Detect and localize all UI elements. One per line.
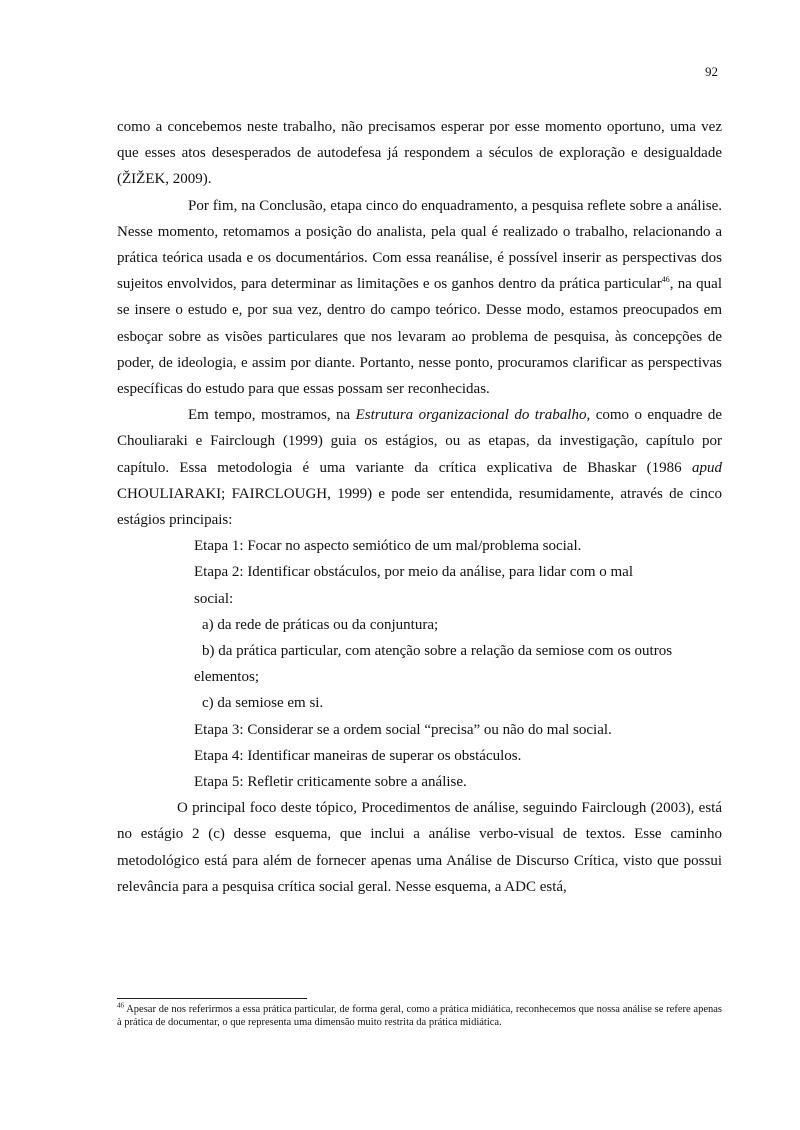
step-2-item-a: a) da rede de práticas ou da conjuntura; [202,616,439,633]
paragraph-4: O principal foco deste tópico, Procedimentos de análise, seguindo Fairclough (2003), está no estágio 2 (c) desse esquema, que inclui a análise verbo-visual de textos. Esse caminho metodológico está para além de fornecer apenas uma Análise de Discurso Crítica, visto que possui relevância para a pesquisa crítica social geral. Nesse esquema, a ADC está, [117,800,722,895]
step-1: Etapa 1: Focar no aspecto semiótico de um mal/problema social. [194,538,582,555]
paragraph-3-text-b: como o enquadre de Chouliaraki e Fairclough (1999) guia os estágios, ou as etapas, da investigação, capítulo por capítulo. Essa metodologia é uma variante da crítica explicativa de Bhaskar (1986 [117,407,723,476]
paragraph-3 [117,402,722,533]
step-2-item-b-line-1: b) da prática particular, com atenção sobre a relação da semiose com os outros [202,643,673,660]
paragraph-2 [117,193,722,403]
steps-list [194,533,722,795]
paragraph-2-text-b: , na qual se insere o estudo e, por sua vez, dentro do campo teórico. Desse modo, estamos preocupados em esboçar sobre as visões particulares que nos levaram ao problema de pesquisa, às concepções de poder, de ideologia, e assim por diante. Portanto, nesse ponto, procuramos clarificar as perspectivas específicas do estudo para que essas possam ser reconhecidas. [117,276,722,398]
footnote-number: 46 [117,1001,124,1010]
paragraph-2-text-a: Por fim, na Conclusão, etapa cinco do enquadramento, a pesquisa reflete sobre a análise. Nesse momento, retomamos a posição do analista, pela qual é realizado o trabalho, relacionando a prática teórica usada e os documentários. Com essa reanálise, é possível inserir as perspectivas dos sujeitos envolvidos, para determinar as limitações e os ganhos dentro da prática particular [117,197,722,293]
footnote-separator [117,998,307,999]
step-2-line-1: Etapa 2: Identificar obstáculos, por meio da análise, para lidar com o mal [194,564,634,581]
step-2-line-2: social: [194,590,234,607]
body-text [117,114,722,900]
page-number: 92 [705,64,718,79]
paragraph-1: como a concebemos neste trabalho, não precisamos esperar por esse momento oportuno, uma vez que esses atos desesperados de autodefesa já respondem a séculos de exploração e desigualdade (ŽIŽEK, 2009). [117,119,722,188]
step-3: Etapa 3: Considerar se a ordem social “precisa” ou não do mal social. [194,721,612,738]
paragraph-3-italic-apud: apud [692,459,722,476]
paragraph-3-text-a: Em tempo, mostramos, na [188,407,356,424]
step-4: Etapa 4: Identificar maneiras de superar os obstáculos. [194,747,522,764]
step-5: Etapa 5: Refletir criticamente sobre a análise. [194,774,467,791]
step-2-item-b-line-2: elementos; [194,669,259,686]
paragraph-3-italic-title: Estrutura organizacional do trabalho, [355,407,591,424]
footnote [117,1001,722,1030]
footnote-text: Apesar de nos referirmos a essa prática particular, de forma geral, como a prática midiática, reconhecemos que nossa análise se refere apenas à prática de documentar, o que representa uma dimensão muito restrita da prática midiática. [117,1004,722,1028]
paragraph-3-text-c: CHOULIARAKI; FAIRCLOUGH, 1999) e pode ser entendida, resumidamente, através de cinco estágios principais: [117,485,722,529]
footnote-reference: 46 [661,275,670,285]
step-2-item-c: c) da semiose em si. [202,695,324,712]
